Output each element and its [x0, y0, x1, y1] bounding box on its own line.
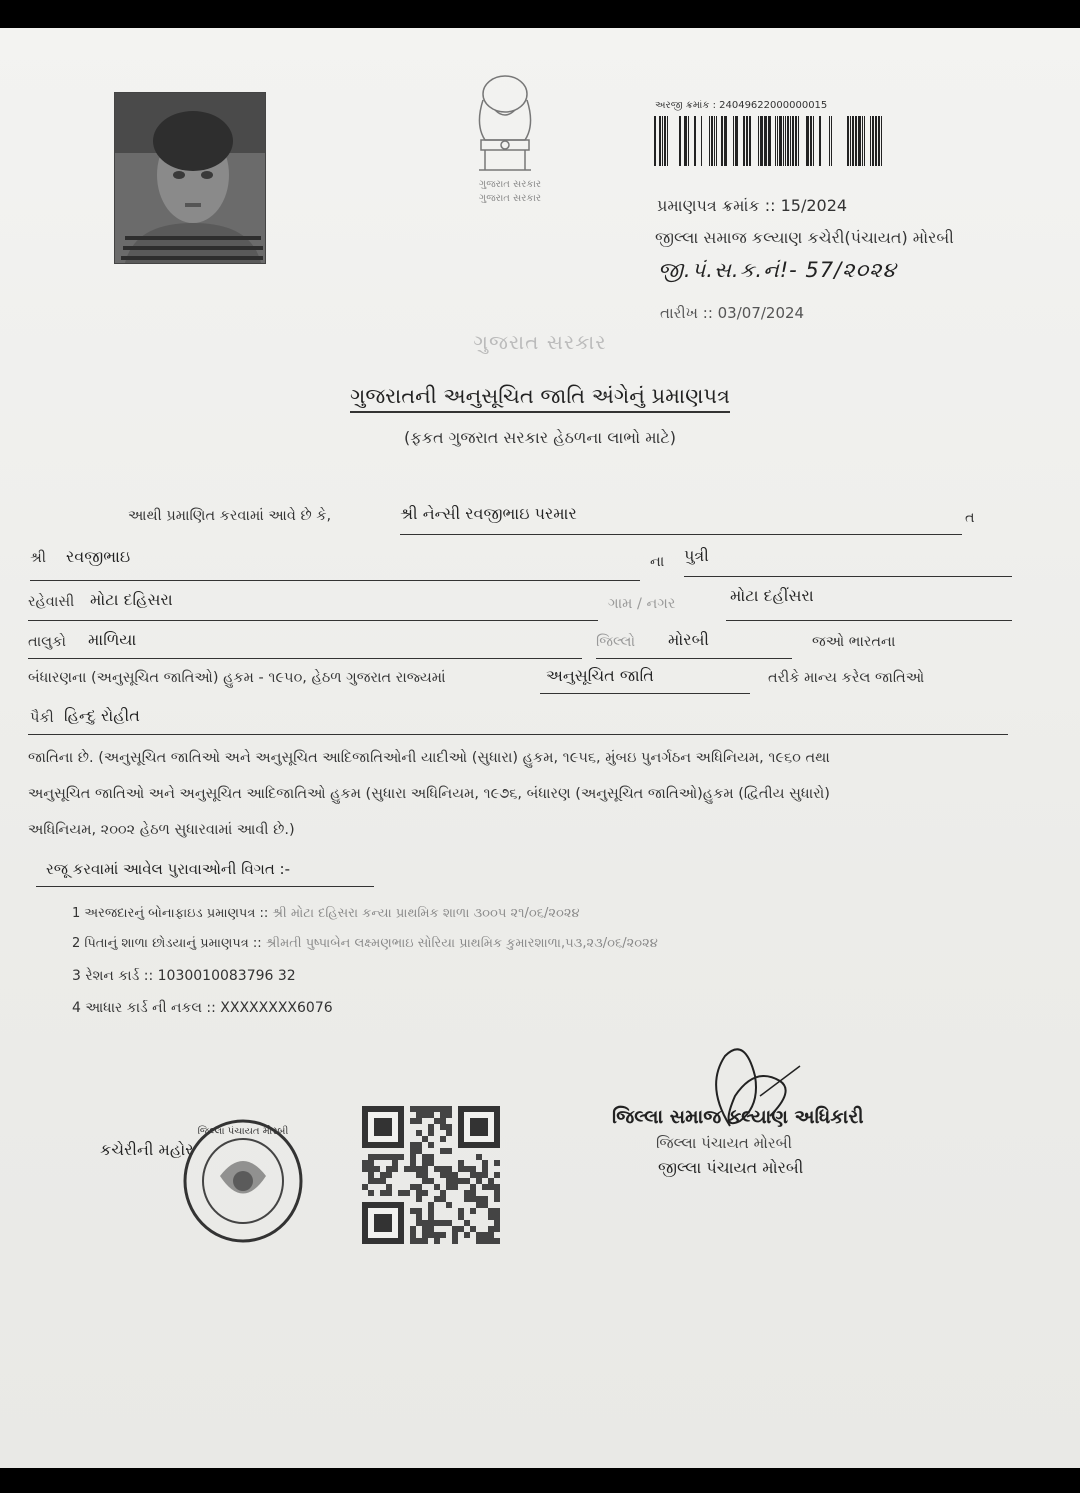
legal-paragraph	[28, 740, 1028, 848]
legal-line-2: અનુસૂચિત જાતિઓ અને અનુસૂચિત આદિજાતિઓ હુકમ (સુધારા અધિનિયમ, ૧૯૭૬, બંધારણ (અનુસૂચિત જાતિઓ)હુકમ (દ્વિતીય સુધારો)	[28, 786, 830, 802]
resident-label: રહેવાસી	[28, 594, 75, 610]
caste-prefix: પૈકી	[30, 710, 54, 726]
application-number: અરજી ક્રમાંક : 24049622000000015	[655, 100, 828, 111]
certificate-subtitle: (ફકત ગુજરાત સરકાર હેઠળના લાભો માટે)	[404, 428, 676, 447]
issue-date: તારીખ :: 03/07/2024	[660, 304, 805, 322]
certificate-number: પ્રમાણપત્ર ક્રમાંક :: 15/2024	[657, 196, 848, 215]
evidence-item: 4 આધાર કાર્ડ ની નકલ :: XXXXXXXX6076	[72, 1000, 333, 1016]
evidence-item: 2 પિતાનું શાળા છોડયાનું પ્રમાણપત્ર :: શ્રીમતી પુષ્પાબેન લક્ષ્મણભાઇ સોરિયા પ્રાથમિક કુમારશાળા,૫૩,૨૩/૦૬/૨૦૨૪	[72, 936, 658, 951]
officer-district: જીલ્લા પંચાયત મોરબી	[658, 1158, 804, 1177]
emblem-caption: ગુજરાત સરકાર ગુજરાત સરકાર	[478, 179, 542, 204]
district-label: જિલ્લો	[596, 634, 636, 650]
legal-line-1: જાતિના છે. (અનુસૂચિત જાતિઓ અને અનુસૂચિત આદિજાતિઓની યાદીઓ (સુધારા) હુકમ, ૧૯૫૬, મુંબઇ પુનર્ગઠન અધિનિયમ, ૧૯૬૦ તથા	[28, 750, 830, 766]
certificate-title: ગુજરાતની અનુસૂચિત જાતિ અંગેનું પ્રમાણપત્ર	[0, 384, 1080, 409]
issuing-office: જીલ્લા સમાજ કલ્યાણ કચેરી(પંચાયત) મોરબી	[655, 228, 954, 247]
district-suffix: જઓ ભારતના	[812, 634, 896, 650]
certify-intro: આથી પ્રમાણિત કરવામાં આવે છે કે,	[128, 508, 332, 524]
handwritten-reference: જી.પં.સ.ક.નં!- 57/૨૦૨૪	[658, 258, 897, 282]
relation-label: ના	[650, 554, 665, 570]
officer-office: જિલ્લા પંચાયત મોરબી	[656, 1134, 793, 1152]
certify-suffix: ત	[965, 510, 975, 526]
svg-text:જિલ્લા પંચાયત મોરબી: જિલ્લા પંચાયત મોરબી	[197, 1126, 289, 1137]
category-suffix: તરીકે માન્ય કરેલ જાતિઓ	[768, 670, 925, 686]
evidence-heading: રજૂ કરવામાં આવેલ પુરાવાઓની વિગત :-	[46, 860, 291, 878]
barcode	[654, 116, 882, 166]
applicant-photo	[114, 92, 266, 264]
relation: પુત્રી	[684, 546, 709, 565]
officer-title: જિલ્લા સમાજ કલ્યાણ અધિકારી	[612, 1106, 864, 1128]
category: અનુસૂચિત જાતિ	[546, 666, 654, 685]
village-label: ગામ / નગર	[608, 596, 676, 612]
taluka-label: તાલુકો	[28, 634, 66, 650]
legal-line-3: અધિનિયમ, ૨૦૦૨ હેઠળ સુધારવામાં આવી છે.)	[28, 822, 295, 838]
certificate-page	[0, 28, 1080, 1468]
resident: મોટા દહિસરા	[90, 590, 173, 609]
caste: હિન્દુ રોહીત	[64, 706, 140, 725]
office-stamp-label: કચેરીની મહોર	[100, 1140, 194, 1159]
taluka: માળિયા	[88, 630, 137, 649]
village: મોટા દહીંસરા	[730, 586, 814, 605]
office-seal	[180, 1116, 306, 1246]
evidence-item: 3 રેશન કાર્ડ :: 1030010083796 32	[72, 968, 296, 984]
government-heading: ગુજરાત સરકાર	[473, 330, 607, 354]
qr-code	[362, 1106, 500, 1244]
father-name: રવજીભાઇ	[66, 547, 131, 566]
father-prefix: શ્રી	[30, 550, 46, 566]
district: મોરબી	[668, 630, 709, 649]
constitution-text: બંધારણના (અનુસૂચિત જાતિઓ) હુકમ - ૧૯૫૦, હેઠળ ગુજરાત રાજ્યમાં	[28, 670, 446, 686]
applicant-name: શ્રી નેન્સી રવજીભાઇ પરમાર	[400, 504, 577, 523]
evidence-item: 1 અરજદારનું બોનાફાઇડ પ્રમાણપત્ર :: શ્રી મોટા દહિસરા કન્યા પ્રાથમિક શાળા ૩૦૦૫ ૨૧/૦૬/૨૦૨૪	[72, 906, 580, 921]
